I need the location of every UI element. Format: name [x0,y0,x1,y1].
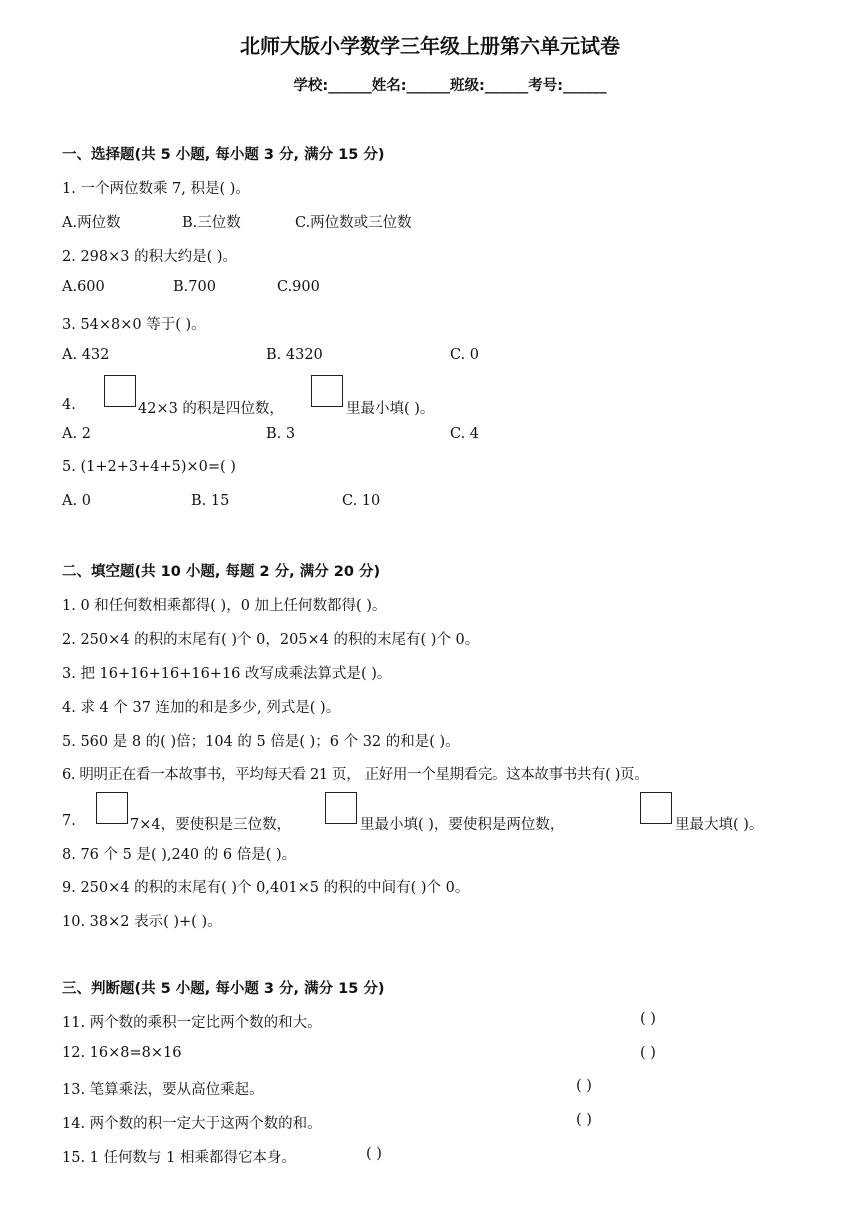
choice-q5-option-a: A. 0 [62,493,91,509]
fill-q7-number: 7. [62,813,76,829]
choice-q2-option-a: A.600 [62,279,105,295]
judge-q14-mark: ( ) [576,1112,592,1128]
fill-q3: 3. 把 16+16+16+16+16 改写成乘法算式是( )。 [62,666,392,682]
choice-q1-option-c: C.两位数或三位数 [295,215,412,231]
choice-q2-option-c: C.900 [277,279,320,295]
judge-q13: 13. 笔算乘法，要从高位乘起。 [62,1082,264,1098]
judge-q15-mark: ( ) [366,1146,382,1162]
fill-q8: 8. 76 个 5 是( ),240 的 6 倍是( )。 [62,847,297,863]
fill-q5: 5. 560 是 8 的( )倍；104 的 5 倍是( )；6 个 32 的和是( )。 [62,734,460,750]
choice-q1-option-b: B.三位数 [182,215,241,231]
judge-q12-mark: ( ) [640,1045,656,1061]
choice-q5-option-b: B. 15 [191,493,230,509]
judge-q11-mark: ( ) [640,1011,656,1027]
section-judge-header: 三、判断题(共 5 小题, 每小题 3 分, 满分 15 分) [62,981,385,997]
judge-q15: 15. 1 任何数与 1 相乘都得它本身。 [62,1150,296,1166]
choice-q4-number: 4. [62,397,76,413]
choice-q4-text: 42×3 的积是四位数， [138,401,284,417]
page-title: 北师大版小学数学三年级上册第六单元试卷 [240,34,620,58]
fill-q6: 6. 明明正在看一本故事书，平均每天看 21 页， 正好用一个星期看完。这本故事书共有( )页。 [62,767,649,783]
student-info-line: 学校:______姓名:______班级:______考号:______ [293,78,607,94]
choice-q2-option-b: B.700 [173,279,216,295]
answer-box [325,792,357,824]
choice-q5-option-c: C. 10 [342,493,381,509]
judge-q13-mark: ( ) [576,1078,592,1094]
fill-q4: 4. 求 4 个 37 连加的和是多少, 列式是( )。 [62,700,341,716]
answer-box [104,375,136,407]
choice-q4-option-b: B. 3 [266,426,296,442]
fill-q10: 10. 38×2 表示( )+( )。 [62,914,222,930]
fill-q7-text-b: 里最小填( )，要使积是两位数， [360,817,565,833]
judge-q12: 12. 16×8=8×16 [62,1045,182,1061]
fill-q2: 2. 250×4 的积的末尾有( )个 0，205×4 的积的末尾有( )个 0。 [62,632,480,648]
choice-q3-option-b: B. 4320 [266,347,323,363]
fill-q7-text-c: 里最大填( )。 [675,817,764,833]
choice-q1-option-a: A.两位数 [62,215,121,231]
choice-q4-text-end: 里最小填( )。 [346,401,435,417]
choice-q5: 5. (1+2+3+4+5)×0=( ) [62,459,236,475]
choice-q3: 3. 54×8×0 等于( )。 [62,317,206,333]
choice-q4-option-a: A. 2 [62,426,91,442]
choice-q1: 1. 一个两位数乘 7, 积是( )。 [62,181,250,197]
answer-box [96,792,128,824]
fill-q7-text-a: 7×4，要使积是三位数， [130,817,292,833]
answer-box [640,792,672,824]
section-choice-header: 一、选择题(共 5 小题, 每小题 3 分, 满分 15 分) [62,147,385,163]
judge-q11: 11. 两个数的乘积一定比两个数的和大。 [62,1015,322,1031]
judge-q14: 14. 两个数的积一定大于这两个数的和。 [62,1116,322,1132]
answer-box [311,375,343,407]
section-fill-header: 二、填空题(共 10 小题, 每题 2 分, 满分 20 分) [62,564,381,580]
choice-q3-option-c: C. 0 [450,347,480,363]
choice-q4-option-c: C. 4 [450,426,480,442]
fill-q1: 1. 0 和任何数相乘都得( )，0 加上任何数都得( )。 [62,598,387,614]
choice-q3-option-a: A. 432 [62,347,110,363]
choice-q2: 2. 298×3 的积大约是( )。 [62,249,238,265]
fill-q9: 9. 250×4 的积的末尾有( )个 0,401×5 的积的中间有( )个 0。 [62,880,470,896]
